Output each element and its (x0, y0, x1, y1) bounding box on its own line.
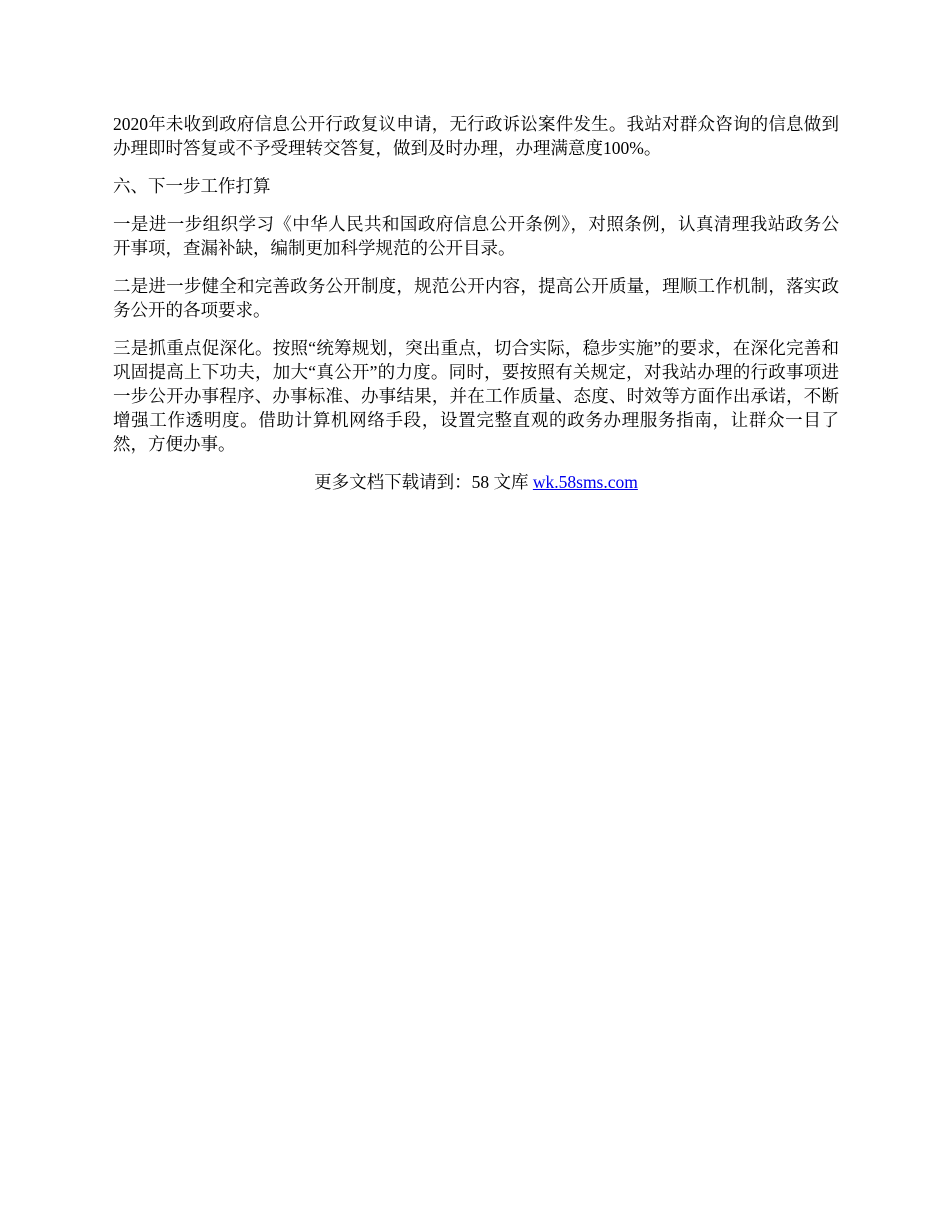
paragraph-review-summary: 2020年未收到政府信息公开行政复议申请，无行政诉讼案件发生。我站对群众咨询的信息做到办理即时答复或不予受理转交答复，做到及时办理，办理满意度100%。 (113, 114, 839, 158)
download-footer (113, 470, 839, 494)
footer-text: 更多文档下载请到：58 文库 (314, 472, 533, 492)
paragraph-plan-two: 二是进一步健全和完善政务公开制度，规范公开内容，提高公开质量，理顺工作机制，落实政务公开的各项要求。 (113, 276, 839, 320)
section-heading-next-steps: 六、下一步工作打算 (113, 176, 271, 196)
document-page (113, 112, 839, 494)
paragraph-plan-one: 一是进一步组织学习《中华人民共和国政府信息公开条例》，对照条例，认真清理我站政务公开事项，查漏补缺，编制更加科学规范的公开目录。 (113, 214, 839, 258)
footer-link[interactable]: wk.58sms.com (532, 472, 638, 492)
paragraph-plan-three: 三是抓重点促深化。按照“统筹规划，突出重点，切合实际，稳步实施”的要求，在深化完善和巩固提高上下功夫，加大“真公开”的力度。同时，要按照有关规定，对我站办理的行政事项进一步公开办事程序、办事标准、办事结果，并在工作质量、态度、时效等方面作出承诺，不断增强工作透明度。借助计算机网络手段，设置完整直观的政务办理服务指南，让群众一目了然，方便办事。 (113, 338, 839, 454)
